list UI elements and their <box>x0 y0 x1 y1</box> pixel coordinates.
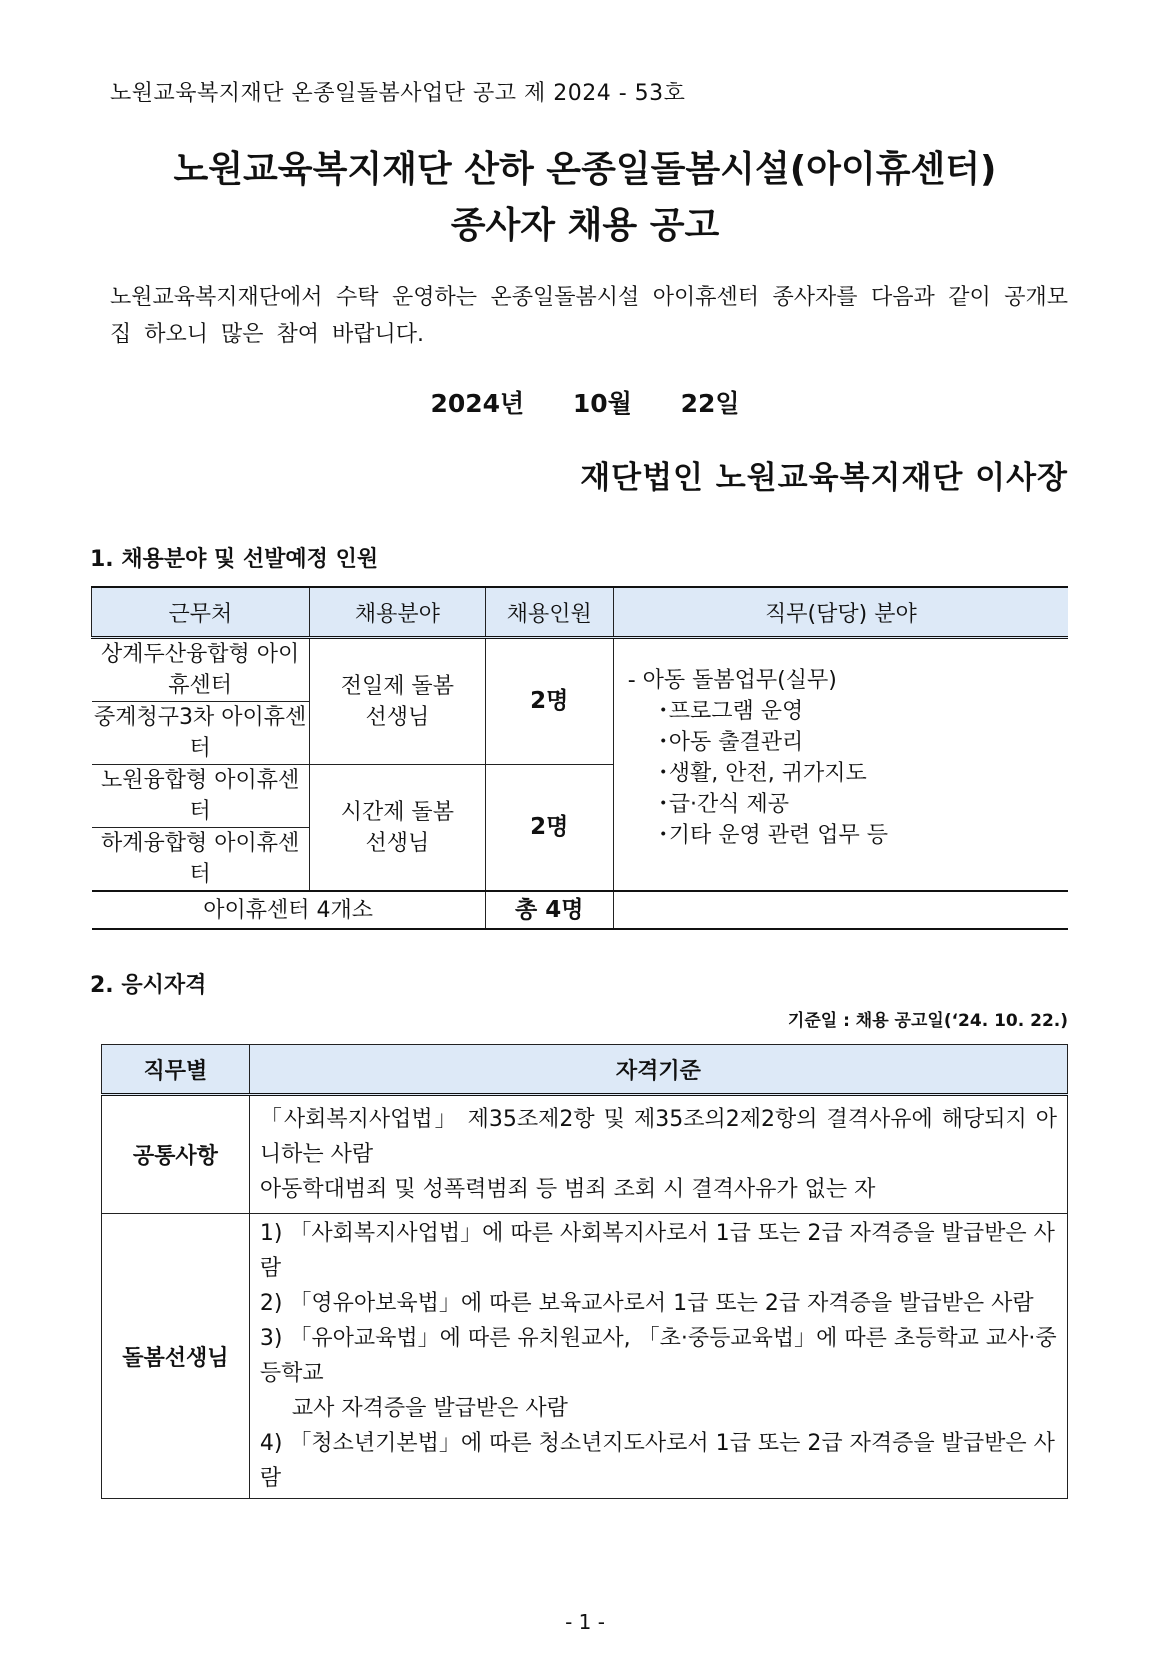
duty-item: ･아동 출결관리 <box>657 730 804 755</box>
count-cell: 2명 <box>485 638 613 765</box>
workplace-cell: 중계청구3차 아이휴센터 <box>92 702 310 765</box>
intro-paragraph: 노원교육복지재단에서 수탁 운영하는 온종일돌봄시설 아이휴센터 종사자를 다음과 같이 공개모집 하오니 많은 참여 바랍니다. <box>110 285 1068 347</box>
recruitment-table <box>91 586 1068 930</box>
announcement-date <box>0 384 1170 420</box>
care-qual: 2) 「영유아보육법」에 따른 보육교사로서 1급 또는 2급 자격증을 발급받은 사람 <box>259 1291 1034 1316</box>
care-qual: 1) 「사회복지사업법」에 따른 사회복지사로서 1급 또는 2급 자격증을 발급받은 사람 <box>259 1221 1055 1281</box>
header-workplace: 근무처 <box>92 587 310 638</box>
basis-date: 기준일 : 채용 공고일(‘24. 10. 22.) <box>787 1011 1068 1031</box>
workplace-cell: 상계두산융합형 아이휴센터 <box>92 638 310 702</box>
total-empty-cell <box>613 891 1068 929</box>
total-count: 총 4명 <box>485 891 613 929</box>
field-label: 시간제 돌봄선생님 <box>340 799 454 856</box>
count-cell: 2명 <box>485 765 613 892</box>
duty-cell <box>613 638 1068 892</box>
header-count: 채용인원 <box>485 587 613 638</box>
workplace-cell: 하계융합형 아이휴센터 <box>92 828 310 892</box>
header-criteria: 자격기준 <box>249 1045 1067 1095</box>
duty-head: - 아동 돌봄업무(실무) <box>627 668 837 693</box>
signer: 재단법인 노원교육복지재단 이사장 <box>580 460 1068 496</box>
qualification-table <box>101 1044 1068 1499</box>
field-cell <box>309 638 485 765</box>
page-subtitle: 종사자 채용 공고 <box>450 205 720 246</box>
date-month: 10월 <box>572 389 632 418</box>
date-year: 2024년 <box>430 389 525 418</box>
header-duty: 직무(담당) 분야 <box>613 587 1068 638</box>
common-label: 공통사항 <box>102 1095 250 1214</box>
page-title: 노원교육복지재단 산하 온종일돌봄시설(아이휴센터) <box>173 149 997 190</box>
date-day: 22일 <box>680 389 740 418</box>
duty-item: ･생활, 안전, 귀가지도 <box>657 761 867 786</box>
field-cell <box>309 765 485 892</box>
care-qual: 3) 「유아교육법」에 따른 유치원교사, 「초·중등교육법」에 따른 초등학교 교사·중등학교 <box>259 1326 1057 1386</box>
section-2-title: 2. 응시자격 <box>90 973 207 998</box>
workplace-cell: 노원융합형 아이휴센터 <box>92 765 310 828</box>
header-field: 채용분야 <box>309 587 485 638</box>
common-line: 아동학대범죄 및 성폭력범죄 등 범죄 조회 시 결격사유가 없는 자 <box>259 1177 876 1202</box>
care-qual: 4) 「청소년기본법」에 따른 청소년지도사로서 1급 또는 2급 자격증을 발급받은 사람 <box>259 1431 1055 1491</box>
duty-item: ･기타 운영 관련 업무 등 <box>657 823 888 848</box>
section-1-title: 1. 채용분야 및 선발예정 인원 <box>90 547 379 572</box>
duty-item: ･프로그램 운영 <box>657 699 804 724</box>
care-label: 돌봄선생님 <box>102 1214 250 1499</box>
common-criteria <box>249 1095 1067 1214</box>
field-label: 전일제 돌봄선생님 <box>340 673 454 730</box>
total-label: 아이휴센터 4개소 <box>92 891 486 929</box>
header-role: 직무별 <box>102 1045 250 1095</box>
notice-number: 노원교육복지재단 온종일돌봄사업단 공고 제 2024 - 53호 <box>110 81 686 106</box>
duty-item: ･급·간식 제공 <box>657 792 789 817</box>
common-line: 「사회복지사업법」 제35조제2항 및 제35조의2제2항의 결격사유에 해당되지 아니하는 사람 <box>259 1107 1057 1167</box>
care-qual-continued: 교사 자격증을 발급받은 사람 <box>291 1396 568 1421</box>
page-number: - 1 - <box>565 1610 605 1634</box>
care-criteria <box>249 1214 1067 1499</box>
